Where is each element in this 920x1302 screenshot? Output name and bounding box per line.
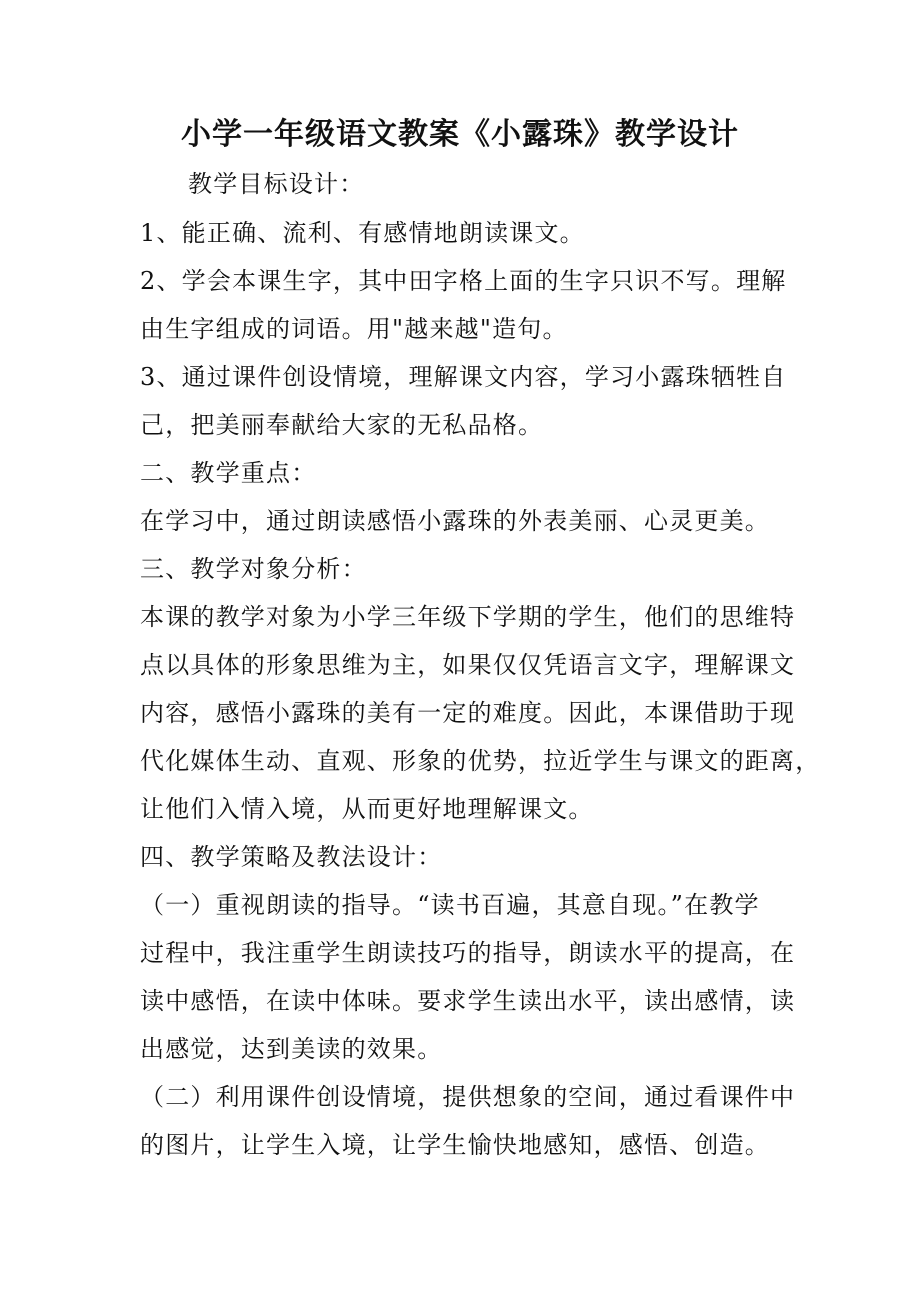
objective-2: 2、学会本课生字，其中田字格上面的生字只识不写。理解 <box>140 267 787 295</box>
strategy-item-1-line-4: 出感觉，达到美读的效果。 <box>140 1035 443 1063</box>
strategy-item-2-line-1: （二）利用课件创设情境，提供想象的空间，通过看课件中 <box>140 1083 796 1111</box>
objective-3: 3、通过课件创设情境，理解课文内容，学习小露珠牺牲自 <box>140 363 787 391</box>
objective-3-continued: 己，把美丽奉献给大家的无私品格。 <box>140 411 544 439</box>
audience-analysis-line-3: 内容，感悟小露珠的美有一定的难度。因此，本课借助于现 <box>140 699 796 727</box>
audience-analysis-line-4: 代化媒体生动、直观、形象的优势，拉近学生与课文的距离， <box>140 747 821 775</box>
strategy-item-1-line-1: （一）重视朗读的指导。“读书百遍，其意自现。”在教学 <box>140 891 760 919</box>
document-title: 小学一年级语文教案《小露珠》教学设计 <box>181 117 739 152</box>
strategy-item-1-line-2: 过程中，我注重学生朗读技巧的指导，朗读水平的提高，在 <box>140 939 796 967</box>
audience-analysis-line-2: 点以具体的形象思维为主，如果仅仅凭语言文字，理解课文 <box>140 651 796 679</box>
objective-2-continued: 由生字组成的词语。用"越来越"造句。 <box>140 315 568 343</box>
strategy-item-2-line-2: 的图片，让学生入境，让学生愉快地感知，感悟、创造。 <box>140 1131 770 1159</box>
section-heading-strategy: 四、教学策略及教法设计： <box>140 843 443 871</box>
section-heading-key-points: 二、教学重点： <box>140 459 317 487</box>
objective-1: 1、能正确、流利、有感情地朗读课文。 <box>140 219 585 247</box>
section-heading-objectives: 教学目标设计： <box>188 170 365 198</box>
key-points-text: 在学习中，通过朗读感悟小露珠的外表美丽、心灵更美。 <box>140 507 770 535</box>
strategy-item-1-line-3: 读中感悟，在读中体味。要求学生读出水平，读出感情，读 <box>140 987 796 1015</box>
section-heading-audience-analysis: 三、教学对象分析： <box>140 555 367 583</box>
audience-analysis-line-1: 本课的教学对象为小学三年级下学期的学生，他们的思维特 <box>140 603 796 631</box>
audience-analysis-line-5: 让他们入情入境，从而更好地理解课文。 <box>140 795 594 823</box>
